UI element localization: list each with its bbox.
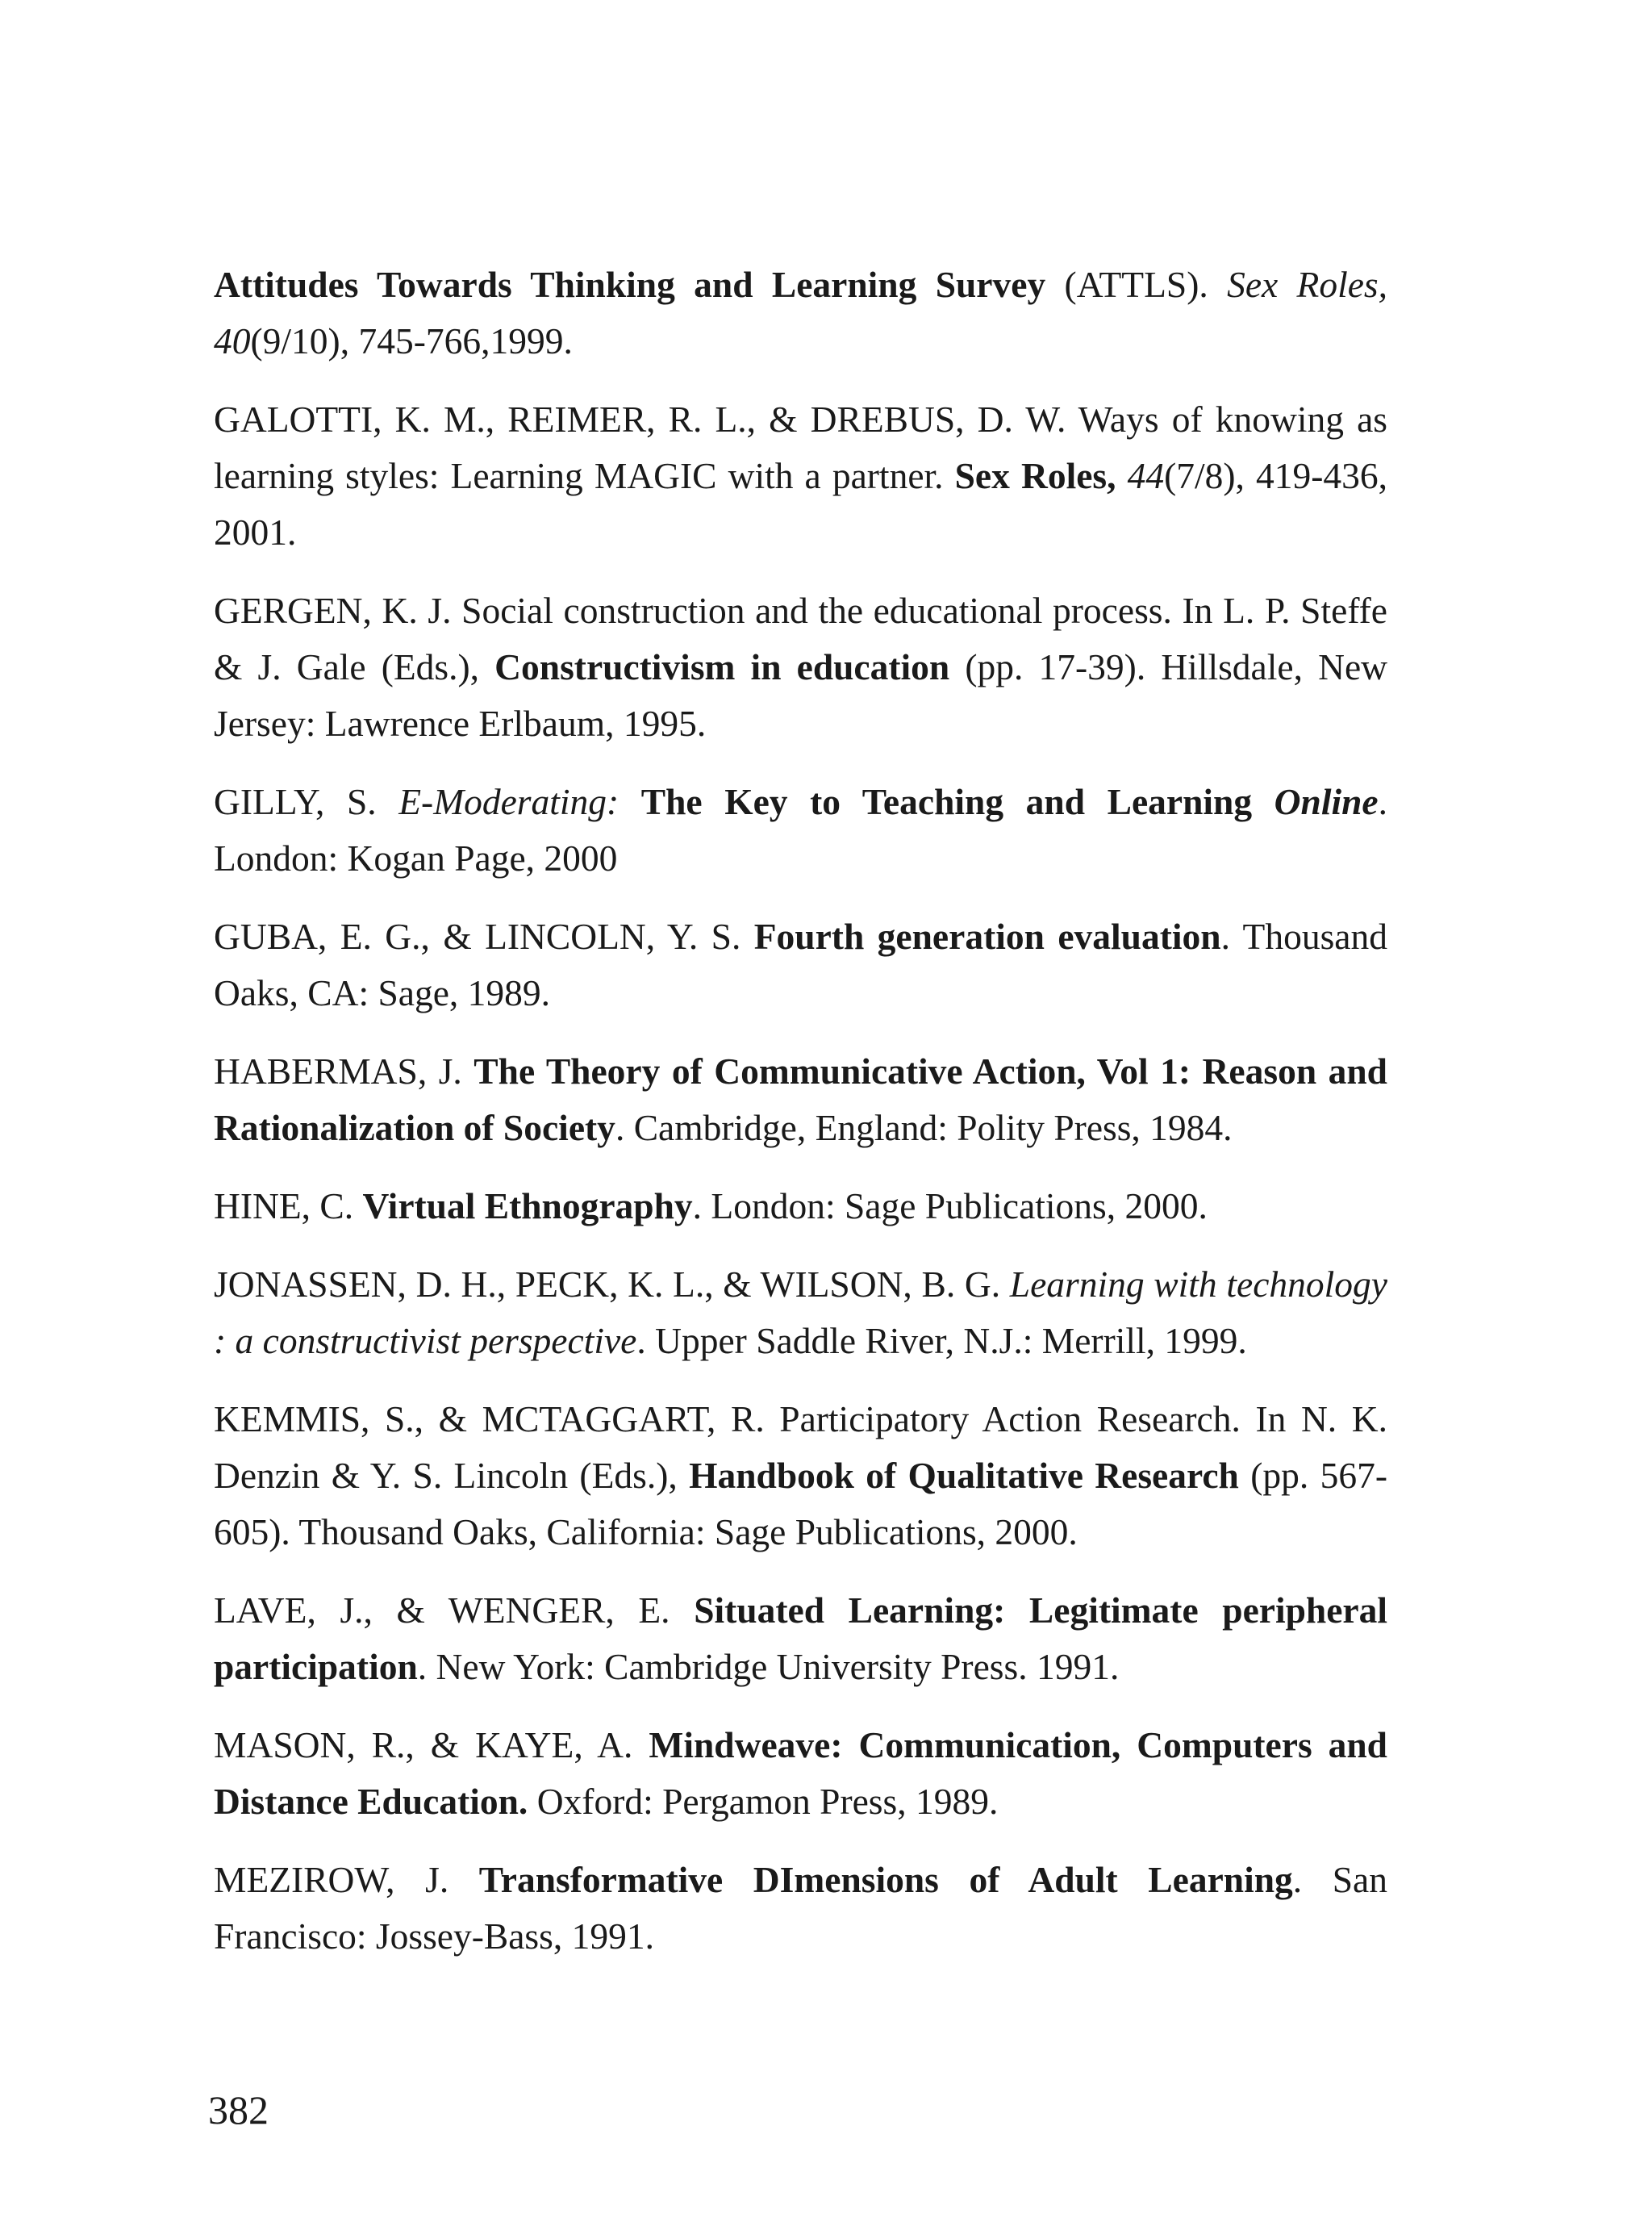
reference-text: Situated Learning: Legitimate peripheral participation xyxy=(214,1589,1388,1687)
reference-text: The Key to Teaching and Learning xyxy=(640,781,1274,822)
reference-text: (9/10), 745-766,1999. xyxy=(250,320,573,361)
reference-text: . Thousand Oaks, CA: Sage, 1989. xyxy=(214,916,1387,1013)
reference-text: GERGEN, K. J. Social construction and the educational process. In L. P. Steffe & J. Gale (Eds.), xyxy=(214,590,1387,687)
reference-text: HABERMAS, J. xyxy=(214,1051,474,1092)
reference-text: 44 xyxy=(1127,455,1165,496)
page-number: 382 xyxy=(208,2087,269,2132)
reference-entry xyxy=(214,1717,1387,1830)
reference-text: . London: Kogan Page, 2000 xyxy=(214,781,1387,879)
reference-text: LAVE, J., & WENGER, E. xyxy=(214,1589,695,1631)
reference-list xyxy=(214,257,1387,1986)
reference-text: E-Moderating: xyxy=(398,781,641,822)
reference-text: Fourth generation evaluation xyxy=(753,916,1221,957)
reference-entry xyxy=(214,1043,1387,1156)
reference-text: . San Francisco: Jossey-Bass, 1991. xyxy=(214,1859,1387,1957)
reference-text: (pp. 567-605). Thousand Oaks, California: Sage Publications, 2000. xyxy=(214,1455,1388,1552)
reference-text: The Theory of Communicative Action, Vol 1: Reason and Rationalization of Society xyxy=(214,1051,1387,1148)
reference-text: Sex Roles, 40 xyxy=(214,264,1387,361)
reference-text: Oxford: Pergamon Press, 1989. xyxy=(528,1781,999,1822)
reference-entry xyxy=(214,583,1387,752)
reference-entry xyxy=(214,909,1387,1021)
reference-text: Transformative DImensions of Adult Learning xyxy=(478,1859,1293,1900)
reference-text: Learning with technology : a constructivist perspective xyxy=(214,1264,1387,1361)
reference-text: HINE, C. xyxy=(214,1185,363,1226)
reference-text: (7/8), 419-436, 2001. xyxy=(214,455,1388,553)
reference-text: Attitudes Towards Thinking and Learning Survey xyxy=(214,264,1046,305)
reference-text: KEMMIS, S., & MCTAGGART, R. Participatory Action Research. In N. K. Denzin & Y. S. Lincoln (Eds.), xyxy=(214,1398,1387,1496)
reference-entry xyxy=(214,257,1387,370)
reference-text: GALOTTI, K. M., REIMER, R. L., & DREBUS, D. W. Ways of knowing as learning styles: Learning MAGIC with a partner. xyxy=(214,399,1387,496)
reference-text: . Upper Saddle River, N.J.: Merrill, 1999. xyxy=(636,1320,1247,1361)
reference-text: . New York: Cambridge University Press. 1991. xyxy=(417,1646,1120,1687)
reference-entry xyxy=(214,1256,1387,1369)
reference-entry xyxy=(214,391,1387,561)
reference-text: Mindweave: Communication, Computers and Distance Education. xyxy=(214,1724,1387,1822)
reference-text: . Cambridge, England: Polity Press, 1984. xyxy=(615,1107,1233,1148)
reference-entry xyxy=(214,1391,1387,1560)
reference-text: GUBA, E. G., & LINCOLN, Y. S. xyxy=(214,916,754,957)
reference-text: (ATTLS). xyxy=(1045,264,1228,305)
reference-text: Online xyxy=(1274,781,1379,822)
reference-entry xyxy=(214,1178,1387,1234)
reference-text: Virtual Ethnography xyxy=(362,1185,693,1226)
reference-text: GILLY, S. xyxy=(214,781,399,822)
reference-text: MASON, R., & KAYE, A. xyxy=(214,1724,649,1765)
reference-text: . London: Sage Publications, 2000. xyxy=(692,1185,1208,1226)
reference-text: JONASSEN, D. H., PECK, K. L., & WILSON, B. G. xyxy=(214,1264,1010,1305)
reference-text: MEZIROW, J. xyxy=(214,1859,479,1900)
reference-entry xyxy=(214,1582,1387,1695)
reference-entry xyxy=(214,1852,1387,1965)
reference-text: Constructivism in education xyxy=(494,646,950,687)
reference-text: (pp. 17-39). Hillsdale, New Jersey: Lawrence Erlbaum, 1995. xyxy=(214,646,1387,744)
reference-text: Sex Roles, xyxy=(954,455,1128,496)
reference-entry xyxy=(214,774,1387,887)
reference-text: Handbook of Qualitative Research xyxy=(689,1455,1239,1496)
